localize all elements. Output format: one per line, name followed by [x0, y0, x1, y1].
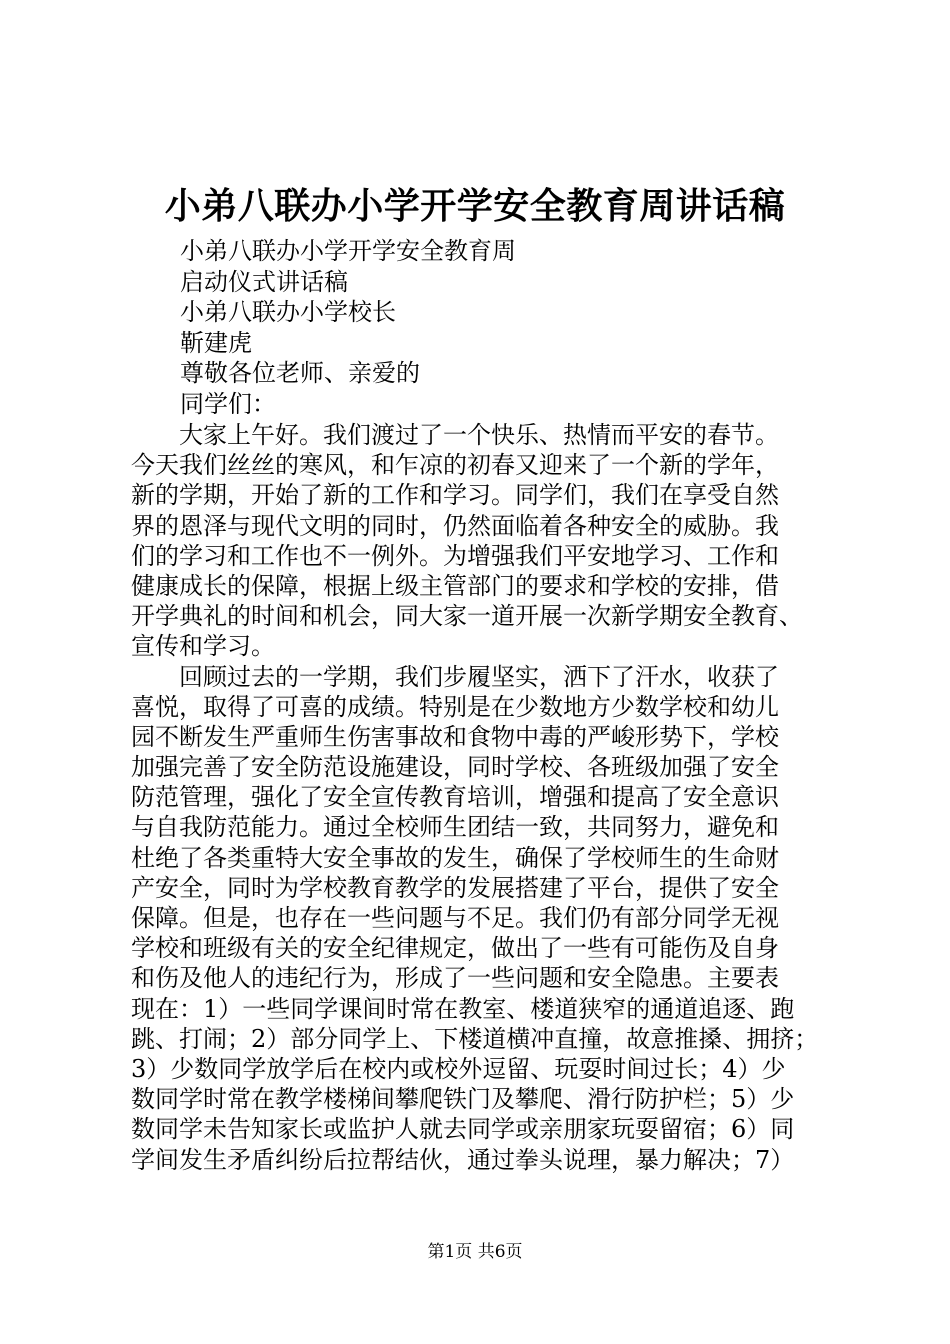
text-line: 界的恩泽与现代文明的同时，仍然面临着各种安全的威胁。我 [131, 511, 779, 540]
text-line: 大家上午好。我们渡过了一个快乐、热情而平安的春节。 [179, 421, 779, 449]
header-line: 靳建虎 [180, 328, 252, 357]
text-line: 学校和班级有关的安全纪律规定，做出了一些有可能伤及自身 [131, 934, 779, 963]
header-line: 启动仪式讲话稿 [180, 267, 348, 296]
text-line: 和伤及他人的违纪行为，形成了一些问题和安全隐患。主要表 [131, 964, 779, 993]
document-body [131, 420, 849, 1175]
text-line: 们的学习和工作也不一例外。为增强我们平安地学习、工作和 [131, 541, 779, 570]
text-line: 杜绝了各类重特大安全事故的发生，确保了学校师生的生命财 [131, 843, 779, 872]
text-line: 今天我们丝丝的寒风，和乍凉的初春又迎来了一个新的学年， [131, 451, 779, 480]
text-line: 与自我防范能力。通过全校师生团结一致，共同努力，避免和 [131, 813, 779, 842]
text-line: 宣传和学习。 [131, 632, 275, 661]
text-line: 园不断发生严重师生伤害事故和食物中毒的严峻形势下，学校 [131, 722, 779, 751]
text-line: 健康成长的保障，根据上级主管部门的要求和学校的安排，借 [131, 571, 779, 600]
text-line: 加强完善了安全防范设施建设，同时学校、各班级加强了安全 [131, 753, 779, 782]
text-line: 防范管理，强化了安全宣传教育培训，增强和提高了安全意识 [131, 783, 779, 812]
text-line: 开学典礼的时间和机会，同大家一道开展一次新学期安全教育、 [131, 602, 803, 631]
text-line: 保障。但是，也存在一些问题与不足。我们仍有部分同学无视 [131, 904, 779, 932]
text-line: 跳、打闹；2）部分同学上、下楼道横冲直撞，故意推搡、拥挤； [131, 1024, 819, 1053]
text-line: 3）少数同学放学后在校内或校外逗留、玩耍时间过长；4）少 [131, 1054, 786, 1083]
text-line: 现在：1）一些同学课间时常在教室、楼道狭窄的通道追逐、跑 [131, 994, 795, 1023]
text-line: 喜悦，取得了可喜的成绩。特别是在少数地方少数学校和幼儿 [131, 692, 779, 721]
text-line: 新的学期，开始了新的工作和学习。同学们，我们在享受自然 [131, 481, 779, 510]
text-line: 数同学时常在教学楼梯间攀爬铁门及攀爬、滑行防护栏；5）少 [131, 1085, 795, 1114]
page-footer: 第1页 共6页 [427, 1242, 523, 1262]
header-line: 小弟八联办小学开学安全教育周 [180, 237, 516, 265]
header-line: 尊敬各位老师、亲爱的 [180, 359, 420, 387]
text-line: 产安全，同时为学校教育教学的发展搭建了平台，提供了安全 [131, 873, 779, 902]
paragraph-1 [131, 420, 849, 662]
header-line: 小弟八联办小学校长 [180, 298, 396, 326]
document-title: 小弟八联办小学开学安全教育周讲话稿 [164, 185, 786, 227]
text-line: 回顾过去的一学期，我们步履坚实，洒下了汗水，收获了 [179, 662, 779, 691]
text-line: 数同学未告知家长或监护人就去同学或亲朋家玩耍留宿；6）同 [131, 1115, 795, 1144]
speech-header [180, 236, 880, 419]
paragraph-2 [131, 662, 849, 1175]
text-line: 学间发生矛盾纠纷后拉帮结伙，通过拳头说理，暴力解决；7） [131, 1145, 795, 1174]
header-line: 同学们： [180, 389, 276, 418]
